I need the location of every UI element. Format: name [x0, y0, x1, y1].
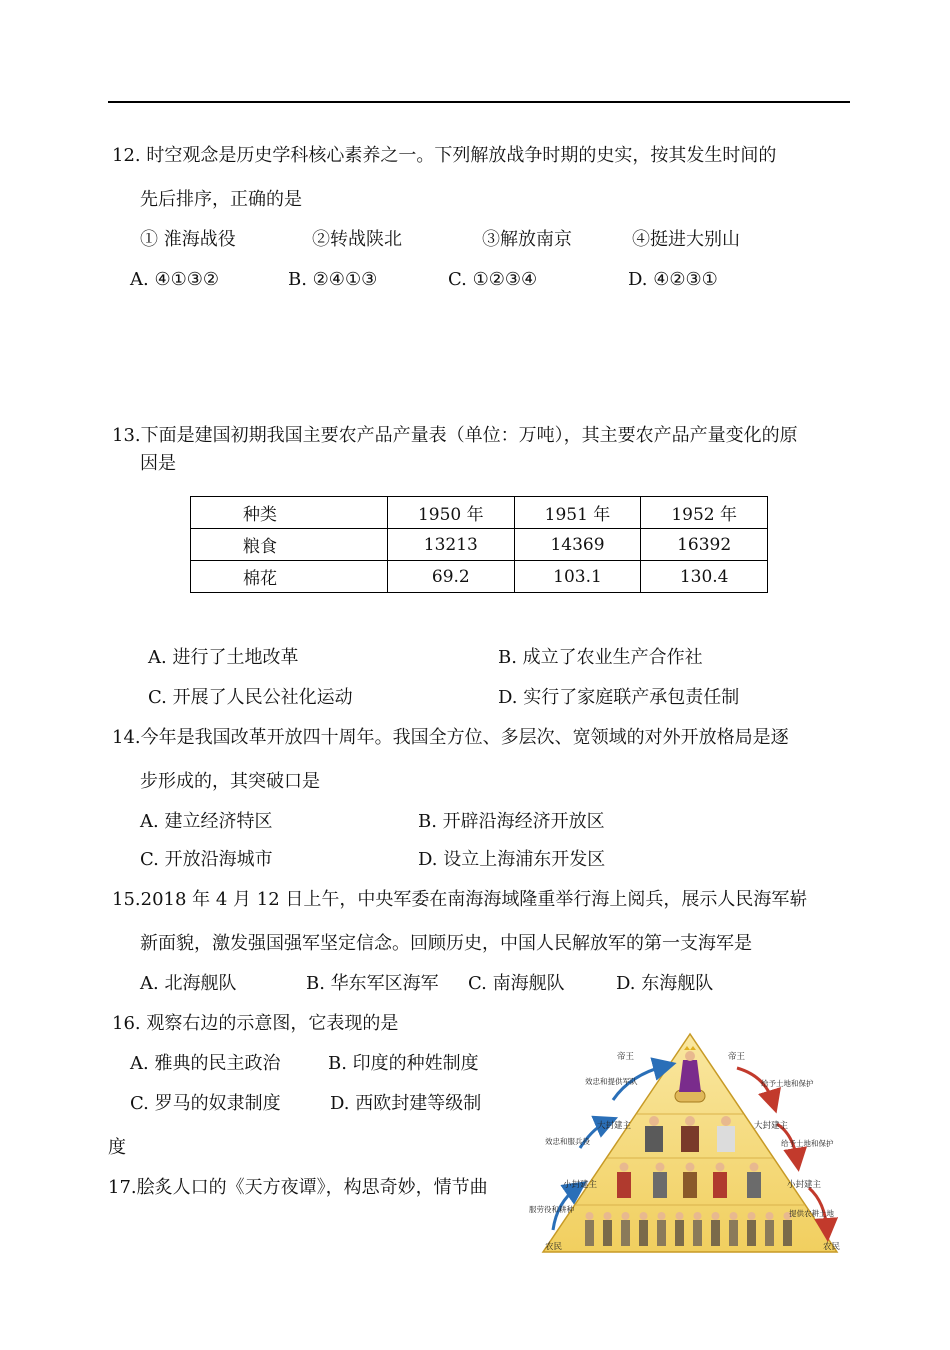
- table-row: [191, 529, 768, 561]
- q13-stem-line2: 因是: [140, 453, 176, 474]
- rank-label-right-peasant: 农民: [823, 1241, 841, 1251]
- left-arrow-label-1: 效忠和提供军队: [585, 1077, 638, 1086]
- q12-stem-line1: 12. 时空观念是历史学科核心素养之一。下列解放战争时期的史实，按其发生时间的: [112, 145, 777, 166]
- rank-label-left-small-lord: 小封建主: [563, 1179, 598, 1189]
- table-cell: 130.4: [641, 561, 768, 593]
- q16-option-b: B. 印度的种姓制度: [328, 1053, 479, 1074]
- table-header-row: [191, 497, 768, 529]
- q17-stem: 17.脍炙人口的《天方夜谭》，构思奇妙，情节曲: [108, 1177, 488, 1198]
- q16-option-d-tail: 度: [108, 1137, 126, 1158]
- rank-label-right-great-lord: 大封建主: [754, 1120, 789, 1130]
- table-cell: 13213: [388, 529, 515, 561]
- table-header-cell: 1951 年: [514, 497, 641, 529]
- q16-option-a: A. 雅典的民主政治: [130, 1053, 281, 1074]
- q12-option-b: B. ②④①③: [288, 269, 378, 290]
- q15-option-a: A. 北海舰队: [140, 973, 237, 994]
- q16-stem: 16. 观察右边的示意图，它表现的是: [112, 1013, 399, 1034]
- q13-option-c: C. 开展了人民公社化运动: [148, 687, 353, 708]
- right-arrow-label-2: 给予土地和保护: [781, 1139, 834, 1148]
- left-arrow-label-2: 效忠和服兵役: [545, 1137, 590, 1146]
- table-cell: 粮食: [191, 529, 388, 561]
- right-arrow-label-1: 给予土地和保护: [761, 1079, 814, 1088]
- q15-option-d: D. 东海舰队: [616, 973, 714, 994]
- feudal-hierarchy-diagram: [525, 1030, 850, 1258]
- rank-label-right-king: 帝王: [728, 1051, 746, 1061]
- q13-stem-line1: 13.下面是建国初期我国主要农产品产量表（单位：万吨），其主要农产品产量变化的原: [112, 425, 798, 446]
- table-row: [191, 561, 768, 593]
- q14-option-d: D. 设立上海浦东开发区: [418, 849, 606, 870]
- q12-option-a: A. ④①③②: [130, 269, 219, 290]
- q12-option-d: D. ④②③①: [628, 269, 718, 290]
- q14-option-c: C. 开放沿海城市: [140, 849, 273, 870]
- q13-option-a: A. 进行了土地改革: [148, 647, 299, 668]
- q12-event-2: ②转战陕北: [312, 229, 402, 250]
- rank-label-left-great-lord: 大封建主: [597, 1120, 632, 1130]
- q13-option-b: B. 成立了农业生产合作社: [498, 647, 703, 668]
- q14-stem-line2: 步形成的，其突破口是: [140, 771, 320, 792]
- right-arrow-label-3: 提供农耕土地: [789, 1209, 834, 1218]
- q15-option-c: C. 南海舰队: [468, 973, 565, 994]
- rank-label-left-king: 帝王: [617, 1051, 635, 1061]
- q16-option-d: D. 西欧封建等级制: [330, 1093, 482, 1114]
- left-arrow-label-3: 服劳役和耕种: [529, 1205, 574, 1214]
- q15-stem-line1: 15.2018 年 4 月 12 日上午，中央军委在南海海域隆重举行海上阅兵，展示人民海军崭: [112, 889, 808, 910]
- great-lord-figures-icon: [645, 1116, 735, 1152]
- q12-event-1: ① 淮海战役: [140, 229, 236, 250]
- q15-option-b: B. 华东军区海军: [306, 973, 439, 994]
- q12-event-4: ④挺进大别山: [632, 229, 740, 250]
- table-header-cell: 1950 年: [388, 497, 515, 529]
- table-cell: 棉花: [191, 561, 388, 593]
- table-cell: 69.2: [388, 561, 515, 593]
- table-cell: 14369: [514, 529, 641, 561]
- table-header-cell: 1952 年: [641, 497, 768, 529]
- table-header-cell: 种类: [191, 497, 388, 529]
- production-table: [190, 496, 768, 593]
- q15-stem-line2: 新面貌，激发强国强军坚定信念。回顾历史，中国人民解放军的第一支海军是: [140, 933, 752, 954]
- header-rule: [108, 101, 850, 103]
- q14-option-a: A. 建立经济特区: [140, 811, 273, 832]
- table-cell: 103.1: [514, 561, 641, 593]
- q14-stem-line1: 14.今年是我国改革开放四十周年。我国全方位、多层次、宽领域的对外开放格局是逐: [112, 727, 789, 748]
- q13-option-d: D. 实行了家庭联产承包责任制: [498, 687, 740, 708]
- q16-option-c: C. 罗马的奴隶制度: [130, 1093, 281, 1114]
- q14-option-b: B. 开辟沿海经济开放区: [418, 811, 605, 832]
- rank-label-left-peasant: 农民: [545, 1241, 563, 1251]
- rank-label-right-small-lord: 小封建主: [787, 1179, 822, 1189]
- table-cell: 16392: [641, 529, 768, 561]
- q12-event-3: ③解放南京: [482, 229, 572, 250]
- q12-option-c: C. ①②③④: [448, 269, 538, 290]
- q12-stem-line2: 先后排序，正确的是: [140, 189, 302, 210]
